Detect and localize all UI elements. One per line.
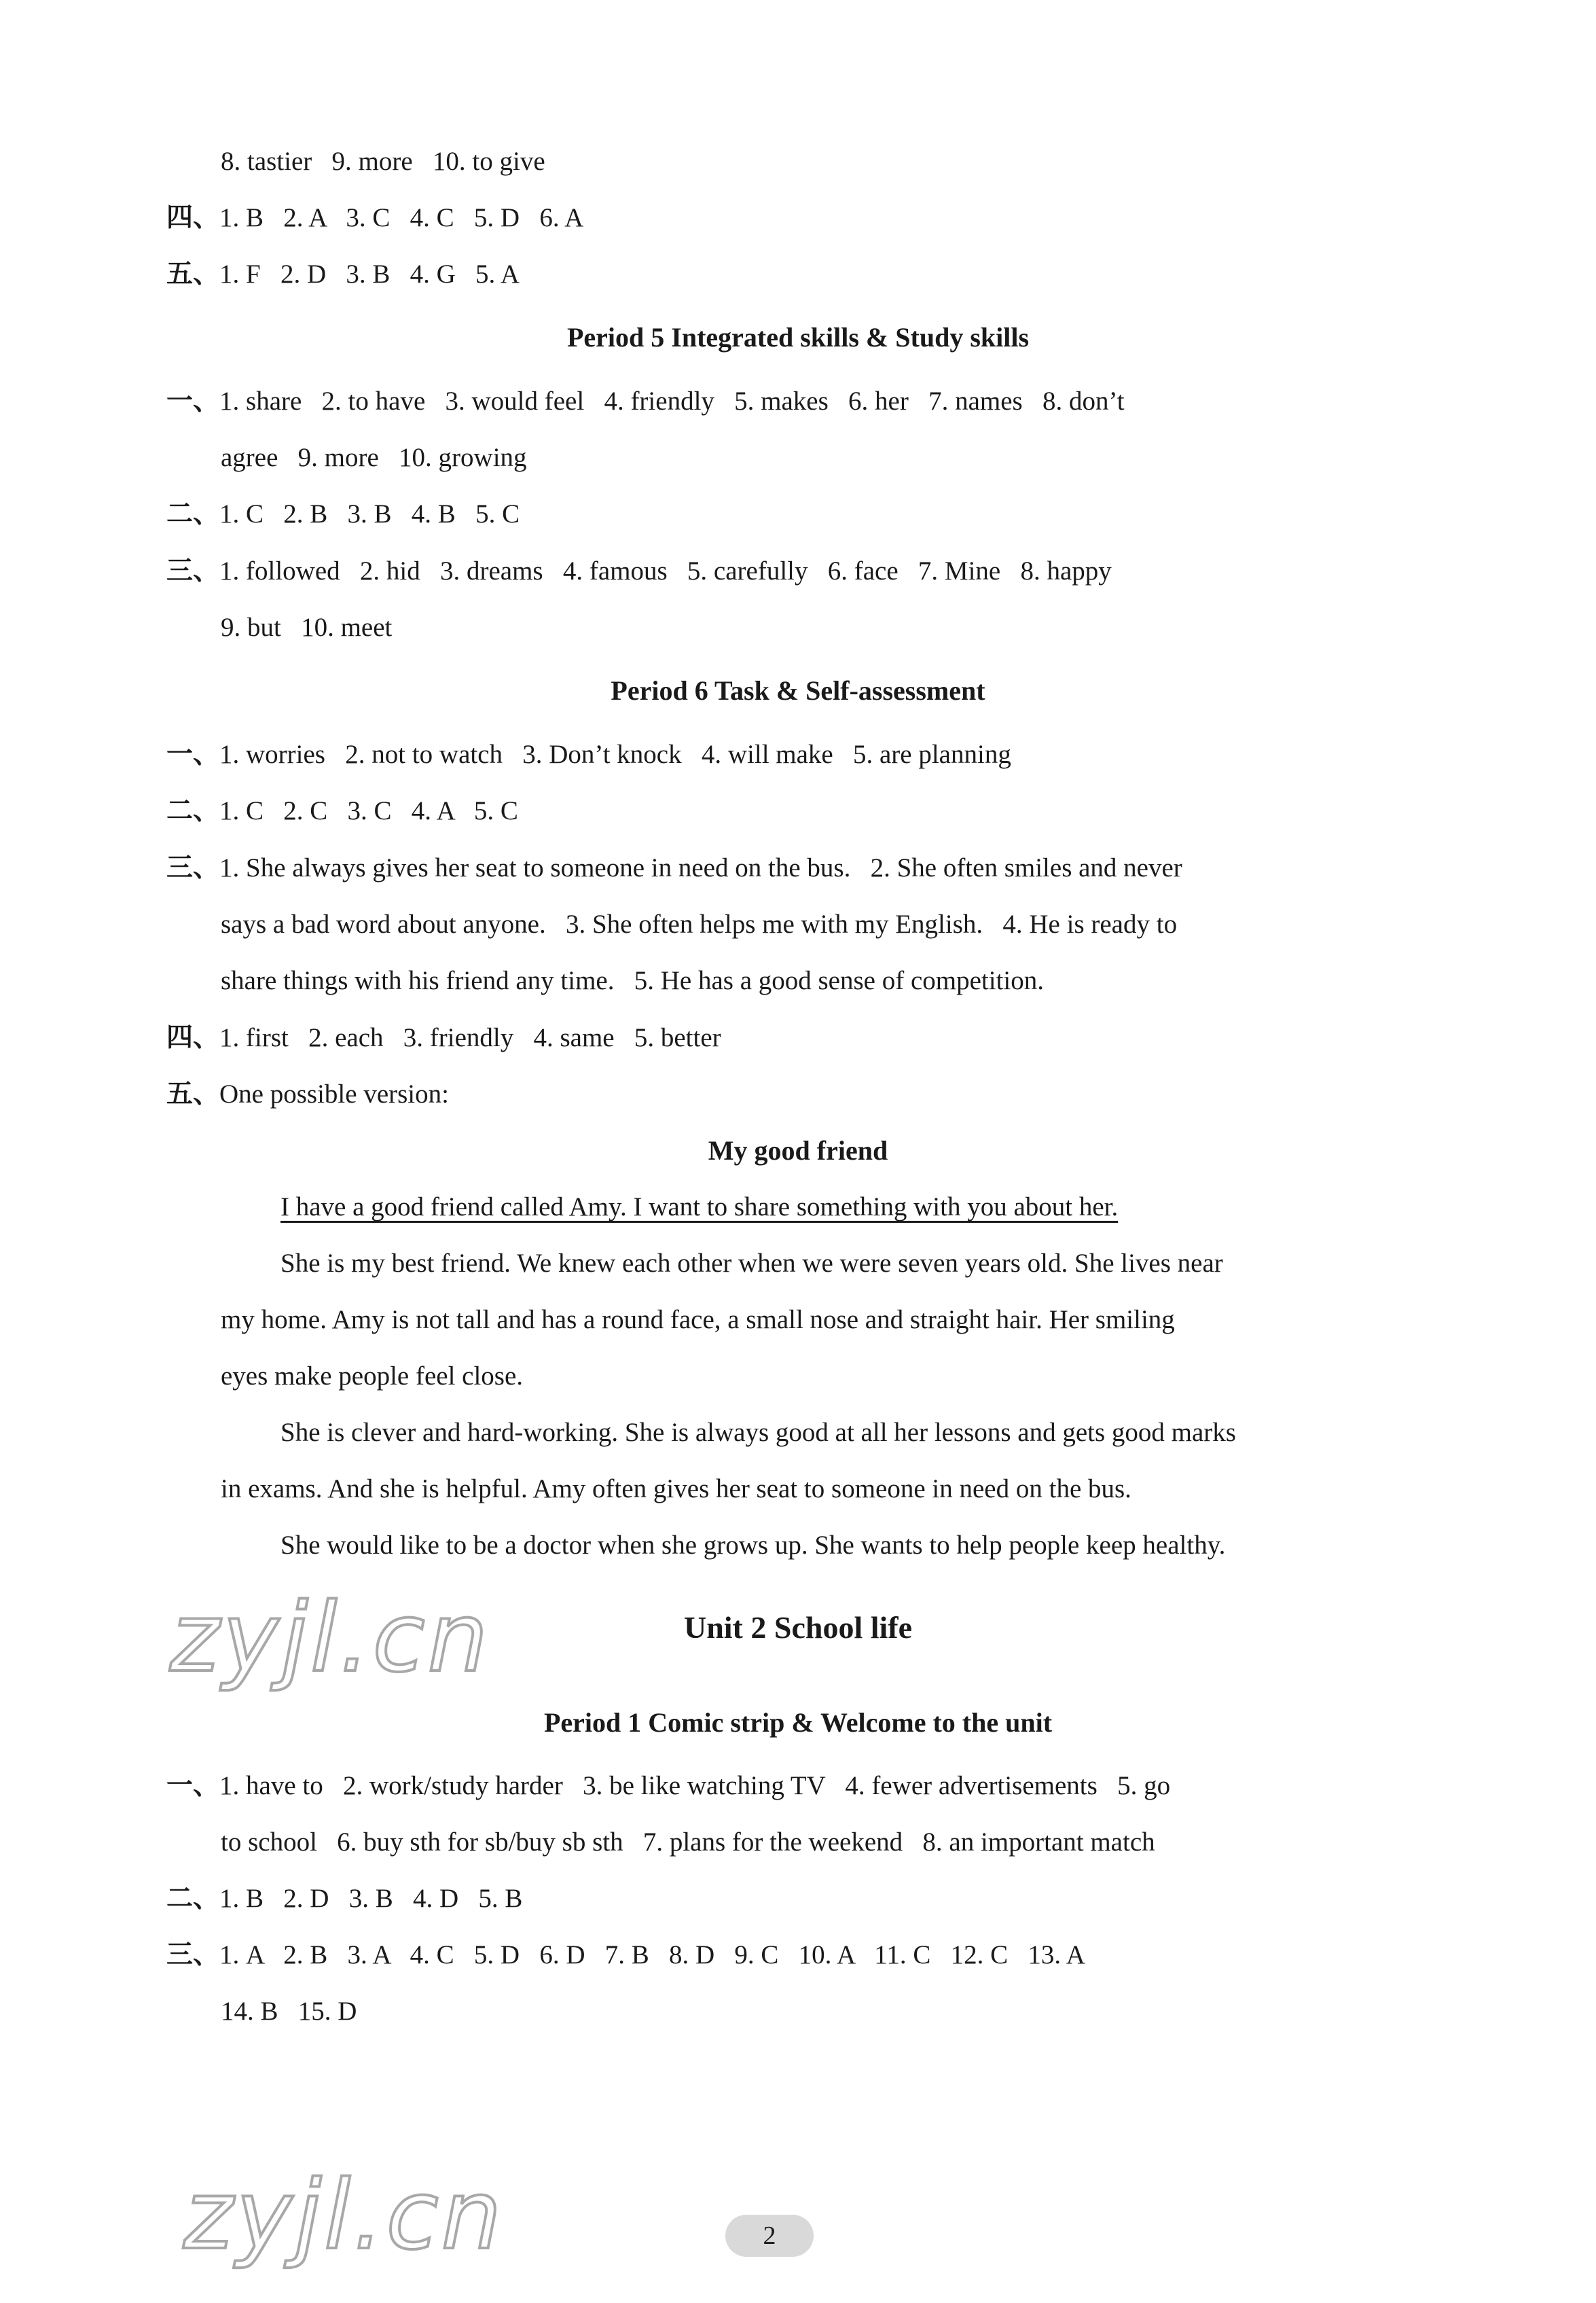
answer-line — [166, 1768, 1440, 1804]
period-heading: Period 6 Task & Self-assessment — [611, 675, 985, 706]
answer-text: 1. A 2. B 3. A 4. C 5. D 6. D 7. B 8. D 9. C 10. A 11. C 12. C 13. A — [219, 1940, 1085, 1969]
section-marker: 二、 — [166, 796, 220, 825]
section-marker: 一、 — [166, 387, 220, 416]
answer-line: agree 9. more 10. growing — [221, 443, 527, 472]
answer-line — [166, 200, 1440, 236]
period-heading: Period 1 Comic strip & Welcome to the unit — [543, 1707, 1053, 1738]
answer-text: One possible version: — [219, 1079, 449, 1109]
page-number: 2 — [725, 2215, 814, 2257]
answer-line — [166, 497, 1440, 532]
answer-line — [166, 384, 1440, 419]
answer-line: 9. but 10. meet — [221, 613, 393, 642]
watermark: zyjl.cn — [170, 1583, 491, 1694]
answer-text: 1. C 2. C 3. C 4. A 5. C — [219, 796, 518, 825]
answer-text: 1. followed 2. hid 3. dreams 4. famous 5. carefully 6. face 7. Mine 8. happy — [219, 556, 1112, 586]
answer-text: 1. F 2. D 3. B 4. G 5. A — [219, 260, 520, 289]
essay-first-sentence: I have a good friend called Amy. I want to share something with you about her. — [280, 1192, 1119, 1221]
period-heading: Period 5 Integrated skills & Study skills — [566, 322, 1030, 353]
essay-line: She is my best friend. We knew each other when we were seven years old. She lives near — [280, 1249, 1223, 1278]
section-marker: 五、 — [166, 1079, 220, 1109]
answer-line: 14. B 15. D — [221, 1997, 357, 2026]
answer-line — [166, 1881, 1440, 1916]
answer-text: 1. first 2. each 3. friendly 4. same 5. better — [219, 1023, 721, 1052]
essay-line: She would like to be a doctor when she grows up. She wants to help people keep healthy. — [280, 1531, 1226, 1560]
section-marker: 四、 — [166, 203, 220, 232]
answer-line — [166, 1938, 1440, 1973]
answer-line — [166, 793, 1440, 829]
answer-text: 1. C 2. B 3. B 4. B 5. C — [219, 499, 520, 529]
answer-line — [166, 851, 1440, 886]
answer-line — [166, 737, 1440, 772]
unit-title: Unit 2 School life — [683, 1610, 913, 1645]
section-marker: 四、 — [166, 1023, 220, 1052]
section-marker: 一、 — [166, 740, 220, 769]
answer-text: 1. share 2. to have 3. would feel 4. friendly 5. makes 6. her 7. names 8. don’t — [219, 387, 1125, 416]
answer-line: to school 6. buy sth for sb/buy sb sth 7. plans for the weekend 8. an important match — [221, 1827, 1155, 1857]
answer-text: 1. have to 2. work/study harder 3. be like watching TV 4. fewer advertisements 5. go — [219, 1771, 1171, 1800]
answer-line — [166, 1020, 1440, 1056]
essay-line: in exams. And she is helpful. Amy often gives her seat to someone in need on the bus. — [221, 1474, 1131, 1503]
section-marker: 二、 — [166, 499, 220, 529]
watermark: zyjl.cn — [183, 2160, 505, 2271]
essay-title: My good friend — [708, 1135, 888, 1166]
section-marker: 三、 — [166, 556, 220, 586]
section-marker: 三、 — [166, 853, 220, 882]
answer-line: 8. tastier 9. more 10. to give — [221, 147, 545, 176]
answer-text: 1. worries 2. not to watch 3. Don’t knock 4. will make 5. are planning — [219, 740, 1011, 769]
section-marker: 二、 — [166, 1884, 220, 1913]
essay-line: She is clever and hard-working. She is always good at all her lessons and gets good marks — [280, 1418, 1236, 1447]
answer-line: share things with his friend any time. 5. He has a good sense of competition. — [221, 966, 1045, 995]
essay-line — [221, 1190, 1440, 1225]
answer-line — [166, 257, 1440, 292]
section-marker: 五、 — [166, 260, 220, 289]
answer-text: 1. B 2. A 3. C 4. C 5. D 6. A — [219, 203, 584, 232]
section-marker: 一、 — [166, 1771, 220, 1800]
section-marker: 三、 — [166, 1940, 220, 1969]
answer-line — [166, 554, 1440, 589]
answer-line — [166, 1077, 1440, 1112]
essay-line: eyes make people feel close. — [221, 1361, 524, 1391]
essay-line: my home. Amy is not tall and has a round face, a small nose and straight hair. Her smiling — [221, 1305, 1175, 1334]
answer-text: 1. She always gives her seat to someone in need on the bus. 2. She often smiles and never — [219, 853, 1182, 882]
answer-text: 1. B 2. D 3. B 4. D 5. B — [219, 1884, 523, 1913]
answer-line: says a bad word about anyone. 3. She often helps me with my English. 4. He is ready to — [221, 910, 1178, 939]
